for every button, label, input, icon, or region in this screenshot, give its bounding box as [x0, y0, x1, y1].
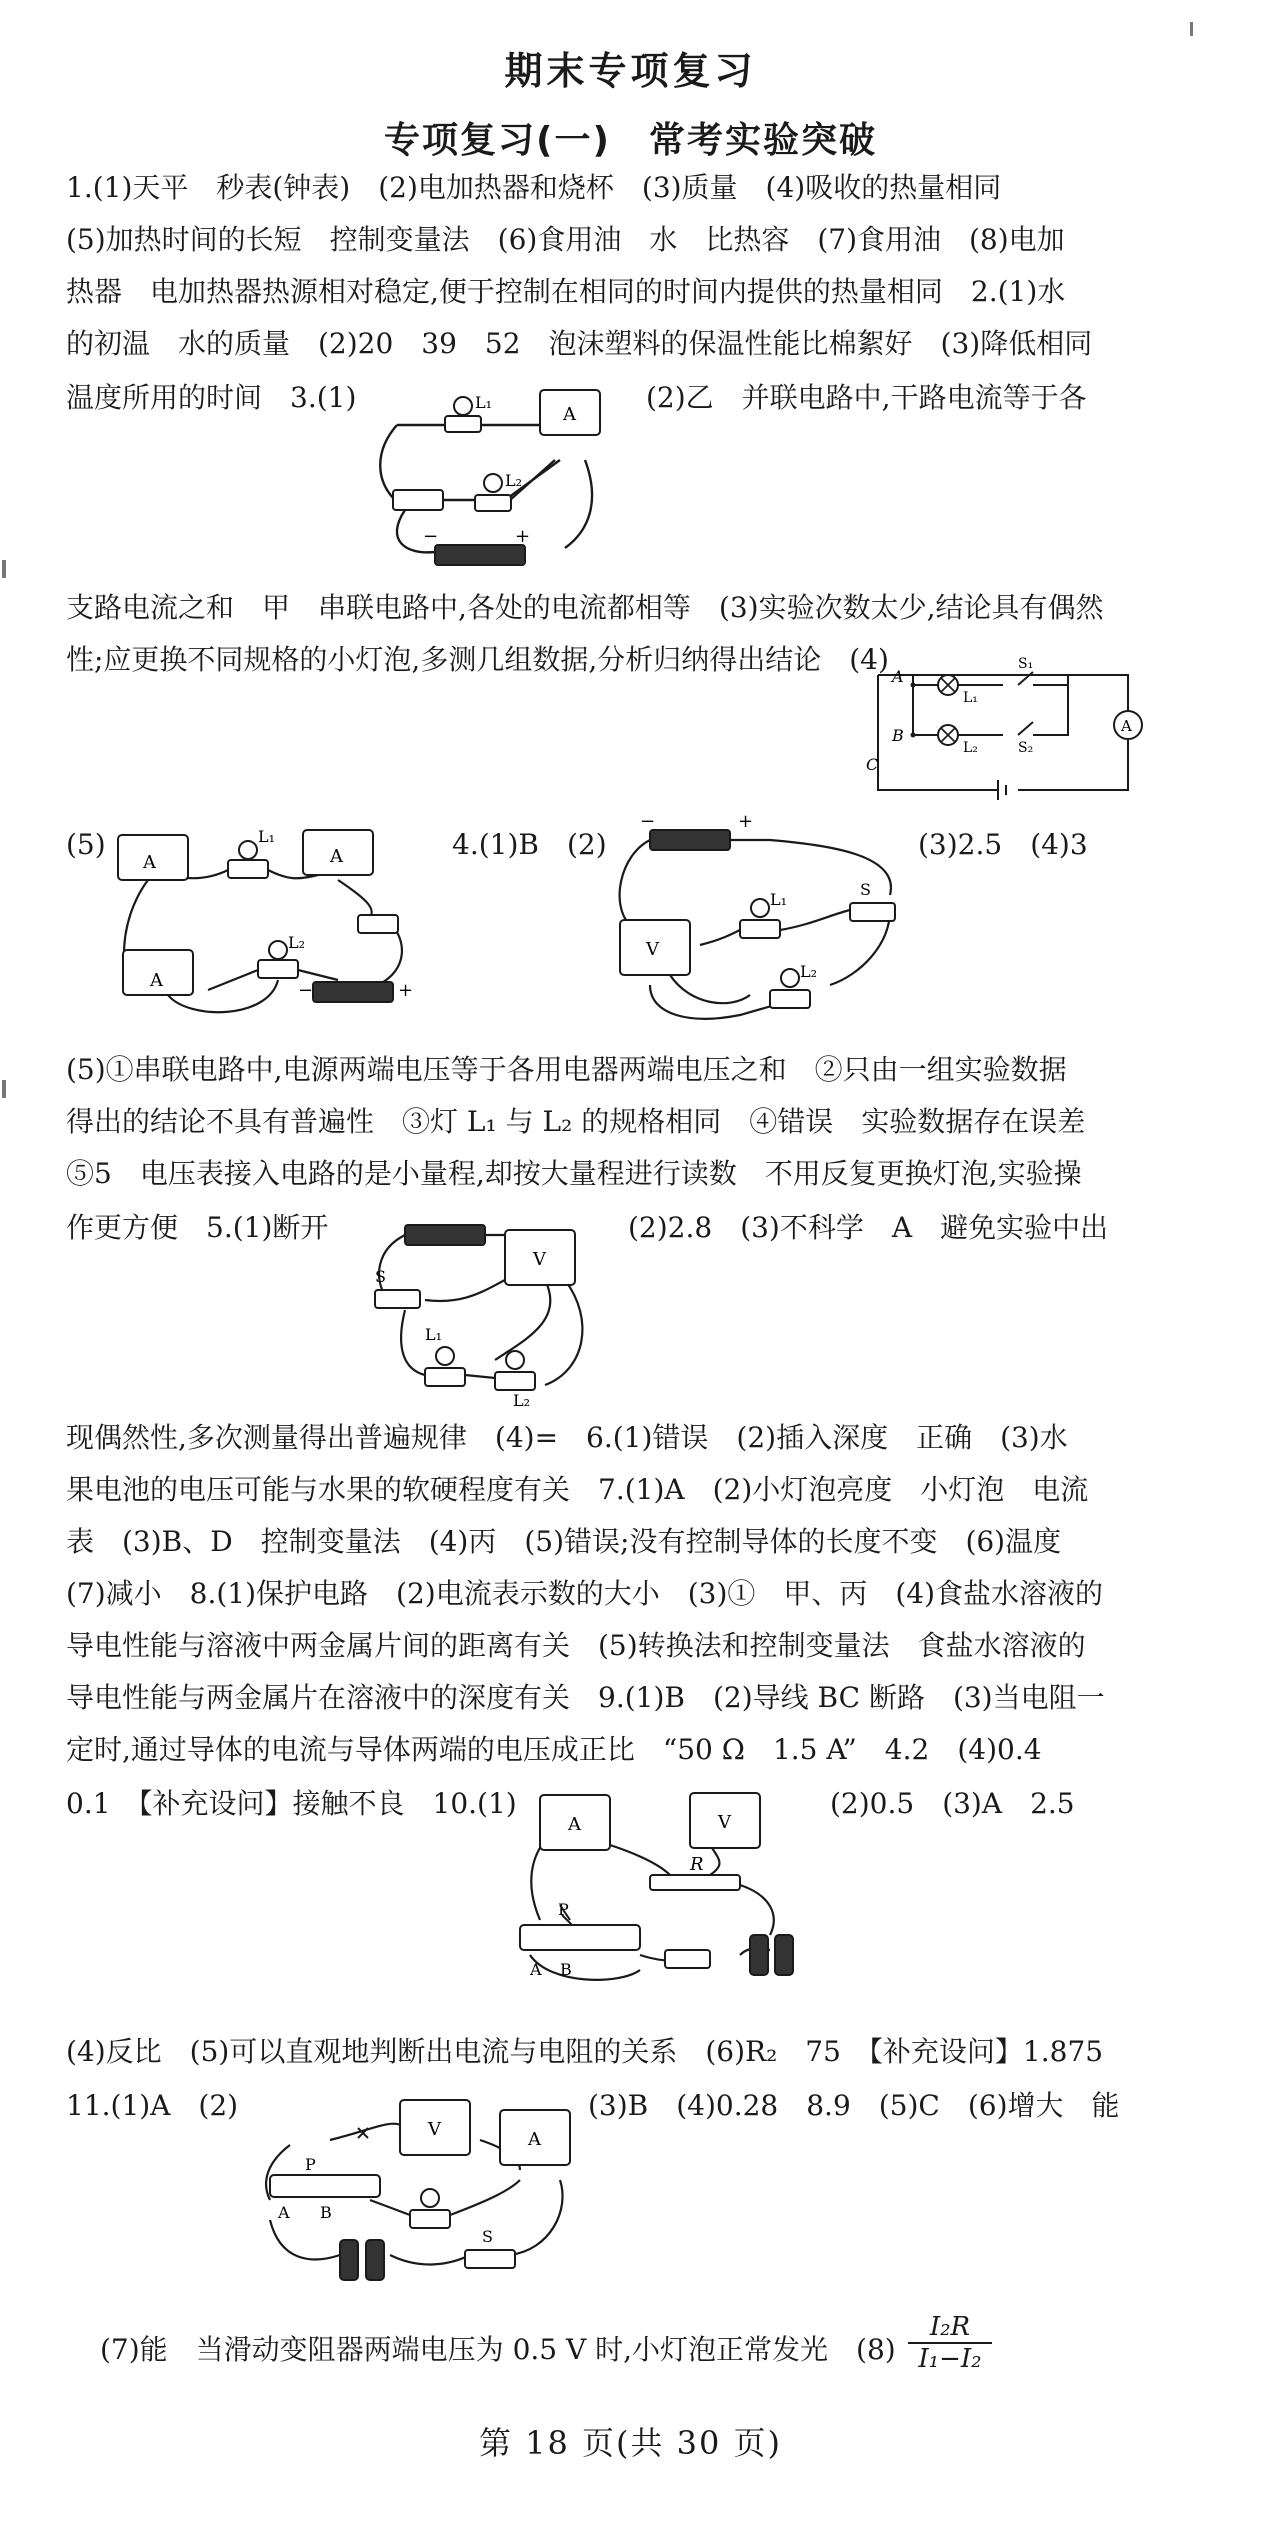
svg-text:L₁: L₁	[770, 890, 788, 909]
answer-line: 0.1 【补充设问】接触不良 10.(1)	[66, 1787, 517, 1820]
answer-line: 作更方便 5.(1)断开	[66, 1211, 329, 1244]
svg-text:L₂: L₂	[505, 471, 523, 490]
battery-icon	[366, 2240, 384, 2280]
svg-text:V: V	[718, 1812, 731, 1833]
svg-text:V: V	[646, 939, 659, 960]
circuit-schematic-q3-4	[868, 640, 1158, 810]
svg-text:P: P	[305, 2155, 316, 2174]
svg-text:A: A	[528, 2129, 541, 2150]
svg-text:+: +	[515, 526, 531, 547]
switch-icon	[850, 903, 895, 921]
answer-line: 温度所用的时间 3.(1)	[66, 381, 357, 414]
svg-text:+: +	[398, 980, 414, 1001]
svg-text:A: A	[563, 404, 576, 425]
lamp-icon	[484, 474, 502, 492]
svg-text:A: A	[530, 1960, 542, 1979]
answer-line: 表 (3)B、D 控制变量法 (4)丙 (5)错误;没有控制导体的长度不变 (6)温度	[66, 1525, 1062, 1558]
answer-line: (5)	[66, 828, 106, 861]
switch-icon	[665, 1950, 710, 1968]
battery-icon	[775, 1935, 793, 1975]
lamp-icon	[269, 941, 287, 959]
answer-line: (3)2.5 (4)3	[918, 828, 1088, 861]
answer-line: 得出的结论不具有普遍性 ③灯 L₁ 与 L₂ 的规格相同 ④错误 实验数据存在误差	[66, 1105, 1086, 1138]
circuit-diagram-q4-2	[610, 811, 910, 1030]
switch-icon	[375, 1290, 420, 1308]
margin-mark	[2, 1080, 6, 1098]
answer-line: 现偶然性,多次测量得出普遍规律 (4)= 6.(1)错误 (2)插入深度 正确 (3)水	[66, 1421, 1068, 1454]
circuit-diagram-q3-5	[108, 820, 428, 1025]
svg-text:A: A	[330, 846, 343, 867]
fraction-numerator: I₂R	[929, 2312, 971, 2342]
svg-text:A: A	[568, 1814, 581, 1835]
page-footer: 第 18 页(共 30 页)	[478, 2424, 783, 2462]
answer-line: ⑤5 电压表接入电路的是小量程,却按大量程进行读数 不用反复更换灯泡,实验操	[66, 1157, 1082, 1190]
svg-text:S₂: S₂	[1018, 740, 1034, 756]
battery-icon	[313, 982, 393, 1002]
answer-line: 果电池的电压可能与水果的软硬程度有关 7.(1)A (2)小灯泡亮度 小灯泡 电流	[66, 1473, 1089, 1506]
battery-icon	[750, 1935, 768, 1975]
circuit-diagram-q3-1	[345, 380, 630, 575]
circuit-diagram-q5-1	[365, 1210, 605, 1410]
svg-text:A: A	[892, 667, 904, 686]
svg-text:−: −	[298, 980, 314, 1001]
svg-text:V: V	[428, 2119, 441, 2140]
svg-text:L₁: L₁	[475, 393, 493, 412]
lamp-icon	[454, 397, 472, 415]
svg-text:L₁: L₁	[258, 827, 276, 846]
svg-text:V: V	[533, 1249, 546, 1270]
answer-line: (7)能 当滑动变阻器两端电压为 0.5 V 时,小灯泡正常发光 (8)	[100, 2333, 896, 2366]
rheostat-icon	[270, 2175, 380, 2197]
svg-text:+: +	[738, 811, 754, 832]
svg-text:−: −	[423, 526, 439, 547]
switch-icon	[358, 915, 398, 933]
main-title: 期末专项复习	[504, 49, 757, 93]
svg-text:S₁: S₁	[1018, 656, 1034, 672]
circuit-diagram-q11-2	[250, 2090, 590, 2300]
lamp-icon	[436, 1347, 454, 1365]
sub-title: 专项复习(一) 常考实验突破	[384, 120, 877, 161]
fraction-denominator: I₁−I₂	[908, 2342, 992, 2374]
answer-line: 热器 电加热器热源相对稳定,便于控制在相同的时间内提供的热量相同 2.(1)水	[66, 275, 1066, 308]
answer-line: 导电性能与两金属片在溶液中的深度有关 9.(1)B (2)导线 BC 断路 (3)当电阻一	[66, 1681, 1105, 1714]
answer-line: 的初温 水的质量 (2)20 39 52 泡沫塑料的保温性能比棉絮好 (3)降低相同	[66, 327, 1093, 360]
svg-text:L₂: L₂	[800, 962, 818, 981]
lamp-icon	[751, 899, 769, 917]
switch-icon	[465, 2250, 515, 2268]
svg-text:A: A	[150, 970, 163, 991]
switch-icon	[393, 490, 443, 510]
answer-line: 11.(1)A (2)	[66, 2089, 239, 2122]
svg-text:L₁: L₁	[425, 1325, 443, 1344]
answer-line: (3)B (4)0.28 8.9 (5)C (6)增大 能	[588, 2089, 1120, 2122]
svg-text:A: A	[143, 852, 156, 873]
resistor-icon	[650, 1875, 740, 1890]
answer-line: 定时,通过导体的电流与导体两端的电压成正比 “50 Ω 1.5 A” 4.2 (4)0.4	[66, 1733, 1042, 1766]
battery-icon	[405, 1225, 485, 1245]
answer-line: (2)0.5 (3)A 2.5	[830, 1787, 1075, 1820]
svg-text:B: B	[320, 2203, 332, 2222]
answer-line: (5)加热时间的长短 控制变量法 (6)食用油 水 比热容 (7)食用油 (8)电加	[66, 223, 1065, 256]
answer-line: (2)乙 并联电路中,干路电流等于各	[646, 381, 1087, 414]
answer-line: 4.(1)B (2)	[452, 828, 607, 861]
svg-text:L₂: L₂	[288, 933, 306, 952]
circuit-diagram-q10-1	[510, 1785, 810, 2000]
svg-text:−: −	[640, 811, 656, 832]
fraction-answer	[908, 2312, 992, 2374]
battery-icon	[340, 2240, 358, 2280]
svg-text:P: P	[558, 1900, 569, 1919]
lamp-icon	[421, 2189, 439, 2207]
battery-icon	[435, 545, 525, 565]
svg-text:S: S	[860, 880, 871, 899]
svg-text:R: R	[690, 1854, 704, 1875]
margin-mark	[1190, 22, 1193, 36]
answer-line: (2)2.8 (3)不科学 A 避免实验中出	[628, 1211, 1109, 1244]
svg-text:A: A	[278, 2203, 290, 2222]
svg-text:B: B	[892, 726, 904, 745]
answer-line: 导电性能与溶液中两金属片间的距离有关 (5)转换法和控制变量法 食盐水溶液的	[66, 1629, 1086, 1662]
svg-text:L₂: L₂	[963, 740, 978, 756]
margin-mark	[2, 560, 6, 578]
answer-line: 支路电流之和 甲 串联电路中,各处的电流都相等 (3)实验次数太少,结论具有偶然	[66, 591, 1104, 624]
svg-text:L₂: L₂	[513, 1391, 531, 1410]
svg-text:B: B	[560, 1960, 572, 1979]
answer-line: (7)减小 8.(1)保护电路 (2)电流表示数的大小 (3)① 甲、丙 (4)食盐水溶液的	[66, 1577, 1104, 1610]
lamp-icon	[239, 841, 257, 859]
answer-line: (5)①串联电路中,电源两端电压等于各用电器两端电压之和 ②只由一组实验数据	[66, 1053, 1067, 1086]
lamp-icon	[781, 969, 799, 987]
svg-text:S: S	[375, 1267, 386, 1286]
rheostat-icon	[520, 1925, 640, 1950]
svg-text:L₁: L₁	[963, 690, 978, 706]
lamp-icon	[506, 1351, 524, 1369]
answer-line: 性;应更换不同规格的小灯泡,多测几组数据,分析归纳得出结论 (4)	[66, 643, 889, 676]
svg-text:A: A	[1121, 717, 1132, 735]
battery-icon	[650, 830, 730, 850]
answer-line: (4)反比 (5)可以直观地判断出电流与电阻的关系 (6)R₂ 75 【补充设问】1.875	[66, 2035, 1104, 2068]
answer-line: 1.(1)天平 秒表(钟表) (2)电加热器和烧杯 (3)质量 (4)吸收的热量相同	[66, 171, 1002, 204]
svg-text:S: S	[482, 2227, 493, 2246]
svg-text:C: C	[866, 755, 879, 774]
